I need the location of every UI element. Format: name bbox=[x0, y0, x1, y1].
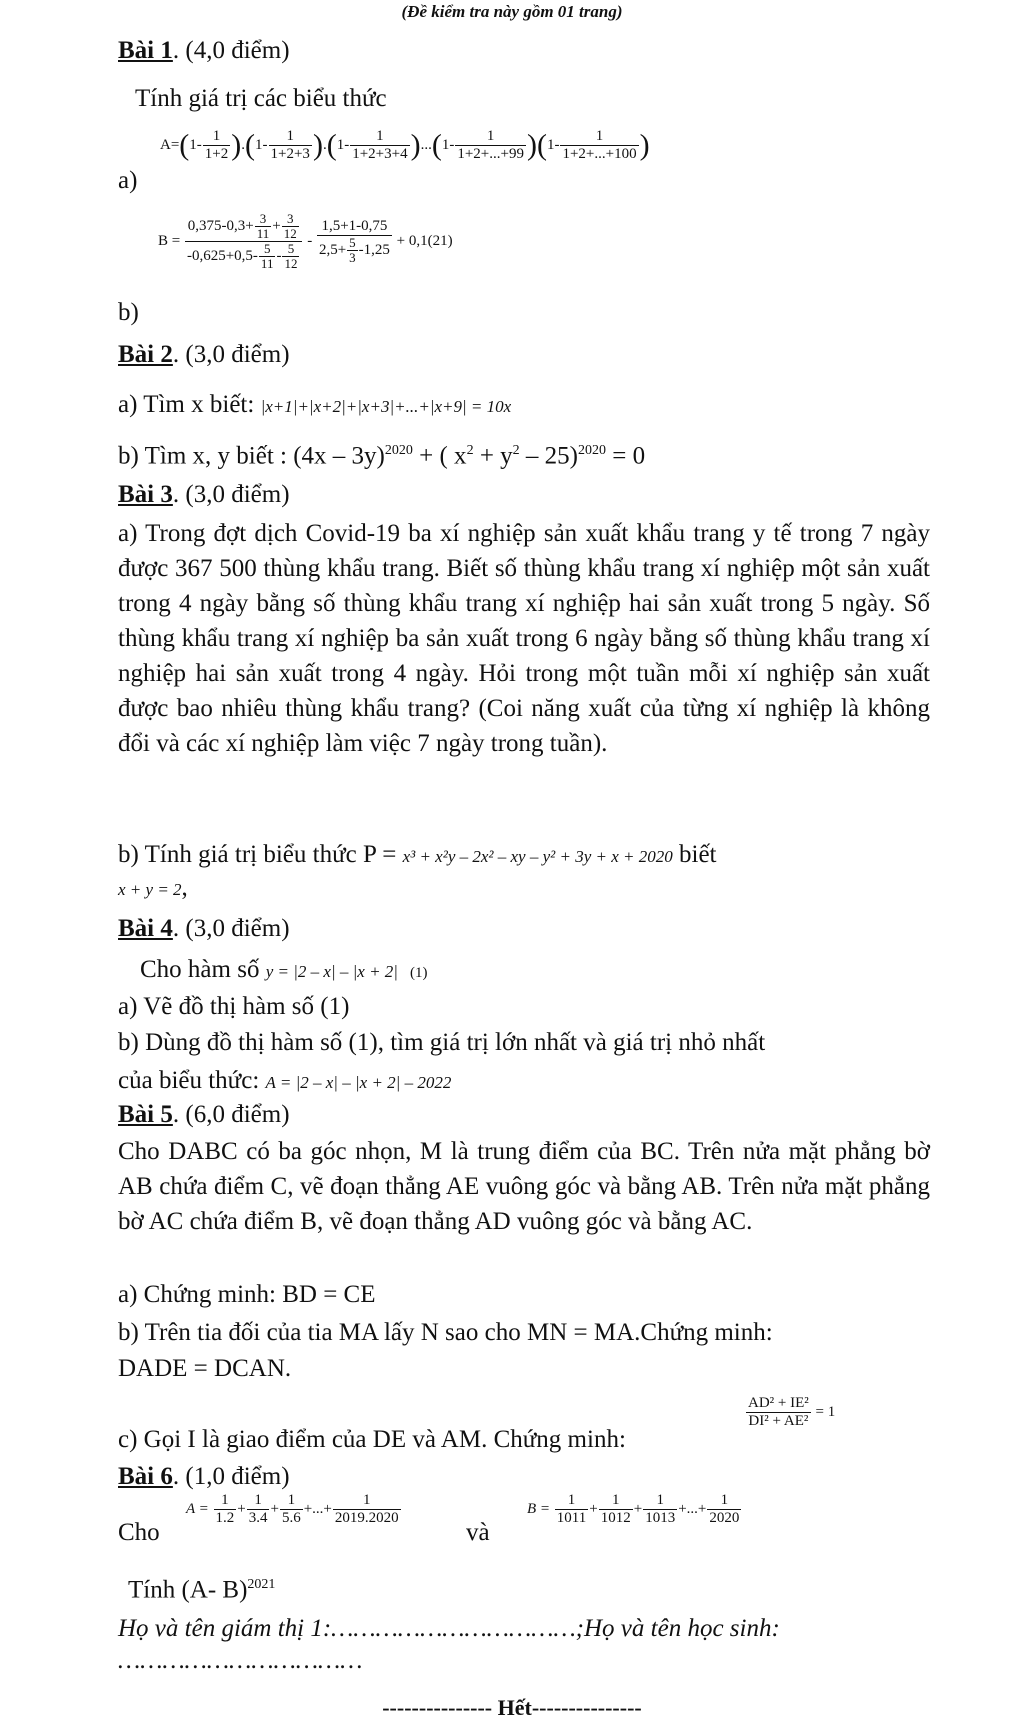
bai6-va: và bbox=[466, 1519, 490, 1546]
bai3-score: . (3,0 điểm) bbox=[172, 481, 290, 508]
end-marker: --------------- Hết--------------- bbox=[382, 1695, 642, 1720]
bai4-score: . (3,0 điểm) bbox=[172, 915, 290, 942]
bai4-b1: b) Dùng đồ thị hàm số (1), tìm giá trị lớn nhất và giá trị nhỏ nhất bbox=[118, 1029, 766, 1056]
A-f3-den: 1+2+3+4 bbox=[352, 146, 408, 162]
bai2-a-expr: |x+1|+|x+2|+|x+3|+...+|x+9| = 10x bbox=[260, 397, 512, 416]
bai6-title: Bài 6 bbox=[118, 1463, 173, 1490]
bai3-condition: x + y = 2, bbox=[118, 874, 188, 901]
bai4-a: a) Vẽ đồ thị hàm số (1) bbox=[118, 993, 350, 1020]
bai6-expression-A: A = $\frac{1}{1.2}$ + $\frac{1}{3.4}$ + $\frac{1}{5.6}$ +...+ $\frac{1}{2019.2020}$ bbox=[186, 1492, 399, 1526]
bai6-expression-B: B = $\frac{1}{1011}$ + $\frac{1}{1012}$ + $\frac{1}{1013}$ +...+ $\frac{1}{2020}$ bbox=[527, 1492, 740, 1526]
bai2-title: Bài 2 bbox=[118, 341, 173, 368]
bai3-title: Bài 3 bbox=[118, 481, 173, 508]
A-f1-den: 1+2 bbox=[204, 146, 229, 162]
bai3-b-expr: x³ + x²y – 2x² – xy – y² + 3y + x + 2020 bbox=[402, 847, 673, 866]
bai4-heading bbox=[118, 914, 290, 944]
bai5-c-num: AD² + IE² bbox=[748, 1395, 809, 1411]
bai1-score: . (4,0 điểm) bbox=[172, 37, 290, 64]
bai1-a-label: a) bbox=[118, 167, 138, 194]
bai5-title: Bài 5 bbox=[118, 1101, 173, 1128]
A-f4-den: 1+2+...+99 bbox=[457, 146, 524, 162]
bai4-b2: của biểu thức: A = |2 – x| – |x + 2| – 2022 bbox=[118, 1067, 452, 1094]
bai5-a: a) Chứng minh: BD = CE bbox=[118, 1281, 376, 1308]
expression-A: A=(1- $\frac{1}{1+2}$ ).(1- $\frac{1}{1+2+3}$ ).(1- $\frac{1}{1+2+3+4}$ )...(1- $\frac{1}{1+2+...+99}$ )(1- $\frac{1}{1+2+...+100}$ ) bbox=[160, 128, 650, 162]
bai5-paragraph: Cho DABC có ba góc nhọn, M là trung điểm của BC. Trên nửa mặt phẳng bờ AB chứa điểm C, vẽ đoạn thẳng AE vuông góc và bằng AB. Trên nửa mặt phẳng bờ AC chứa điểm B, vẽ đoạn thẳng AD vuông góc và bằng AC. bbox=[118, 1138, 930, 1235]
B-tail: + 0,1(21) bbox=[396, 232, 453, 249]
bai6-cho: Cho bbox=[118, 1519, 160, 1546]
bai4-intro: Cho hàm số y = |2 – x| – |x + 2| (1) bbox=[140, 956, 428, 983]
bai6-tinh: Tính (A- B)$^{2021}$ bbox=[128, 1576, 276, 1604]
bai6-heading bbox=[118, 1462, 290, 1492]
page-note: (Đề kiểm tra này gồm 01 trang) bbox=[401, 2, 623, 21]
expression-B: B = 0,375-0,3+ $\frac{3}{11}$ + $\frac{3}{12}$ -0,625+0,5- $\frac{5}{11}$ - $\frac{5}{12}$ - 1,5+1-0,75 2,5+ $\frac{5}{3}$ -1,25 + 0,1(21) bbox=[158, 211, 453, 271]
B-big-fraction-1: 0,375-0,3+ $\frac{3}{11}$ + $\frac{3}{12}$ -0,625+0,5- $\frac{5}{11}$ - $\frac{5}{12}$ bbox=[185, 212, 302, 271]
bai6-score: . (1,0 điểm) bbox=[172, 1463, 290, 1490]
bai5-heading bbox=[118, 1100, 290, 1130]
bai2-score: . (3,0 điểm) bbox=[172, 341, 290, 368]
bai1-title: Bài 1 bbox=[118, 37, 173, 64]
bai2-a: a) Tìm x biết: |x+1|+|x+2|+|x+3|+...+|x+9| = 10x bbox=[118, 391, 512, 418]
bai1-intro: Tính giá trị các biểu thức bbox=[135, 85, 387, 112]
bai5-c-eq: = 1 bbox=[815, 1403, 836, 1420]
bai5-score: . (6,0 điểm) bbox=[172, 1101, 290, 1128]
bai4-func-no: (1) bbox=[409, 965, 428, 981]
B-big-fraction-2: 1,5+1-0,75 2,5+ $\frac{5}{3}$ -1,25 bbox=[318, 218, 390, 265]
B-prefix: B = bbox=[158, 232, 181, 249]
bai5-b1: b) Trên tia đối của tia MA lấy N sao cho MN = MA.Chứng minh: bbox=[118, 1319, 773, 1346]
bai2-b: b) Tìm x, y biết : (4x – 3y)$^{2020}$ + ( $x^2 + y^2 - 25)^{2020} = 0$ bbox=[118, 442, 646, 470]
bai3-a-paragraph: a) Trong đợt dịch Covid-19 ba xí nghiệp sản xuất khẩu trang y tế trong 7 ngày được 367 500 thùng khẩu trang. Biết số thùng khẩu trang xí nghiệp một sản xuất trong 4 ngày bằng số thùng khẩu trang xí nghiệp hai sản xuất trong 5 ngày. Số thùng khẩu trang xí nghiệp ba sản xuất trong 6 ngày bằng số thùng khẩu trang xí nghiệp hai sản xuất trong 4 ngày. Hỏi trong một tuần mỗi xí nghiệp sản xuất được bao nhiêu thùng khẩu trang? (Coi năng xuất của từng xí nghiệp là không đổi và các xí nghiệp làm việc 7 ngày trong tuần). bbox=[118, 520, 930, 757]
A-prefix: A= bbox=[160, 136, 180, 153]
signature-dots: …………………………… bbox=[118, 1647, 363, 1674]
bai5-b2: DADE = DCAN. bbox=[118, 1355, 292, 1382]
bai4-function: y = |2 – x| – |x + 2| bbox=[265, 962, 398, 981]
bai5-c-den: DI² + AE² bbox=[748, 1413, 809, 1429]
bai4-b2-expr: A = |2 – x| – |x + 2| – 2022 bbox=[265, 1073, 452, 1092]
bai1-heading bbox=[118, 36, 290, 66]
bai3-b: b) Tính giá trị biểu thức P = x³ + x²y – 2x² – xy – y² + 3y + x + 2020 biết bbox=[118, 841, 717, 868]
A-f5-den: 1+2+...+100 bbox=[562, 146, 637, 162]
A-f2-den: 1+2+3 bbox=[270, 146, 310, 162]
bai4-title: Bài 4 bbox=[118, 915, 173, 942]
signature-line: Họ và tên giám thị 1:……………………………;Họ và tên học sinh: bbox=[118, 1615, 780, 1642]
bai3-heading bbox=[118, 480, 290, 510]
bai1-b-label: b) bbox=[118, 299, 139, 326]
bai5-c-fraction bbox=[745, 1395, 835, 1430]
bai5-c: c) Gọi I là giao điểm của DE và AM. Chứng minh: bbox=[118, 1426, 626, 1453]
bai2-heading bbox=[118, 340, 290, 370]
